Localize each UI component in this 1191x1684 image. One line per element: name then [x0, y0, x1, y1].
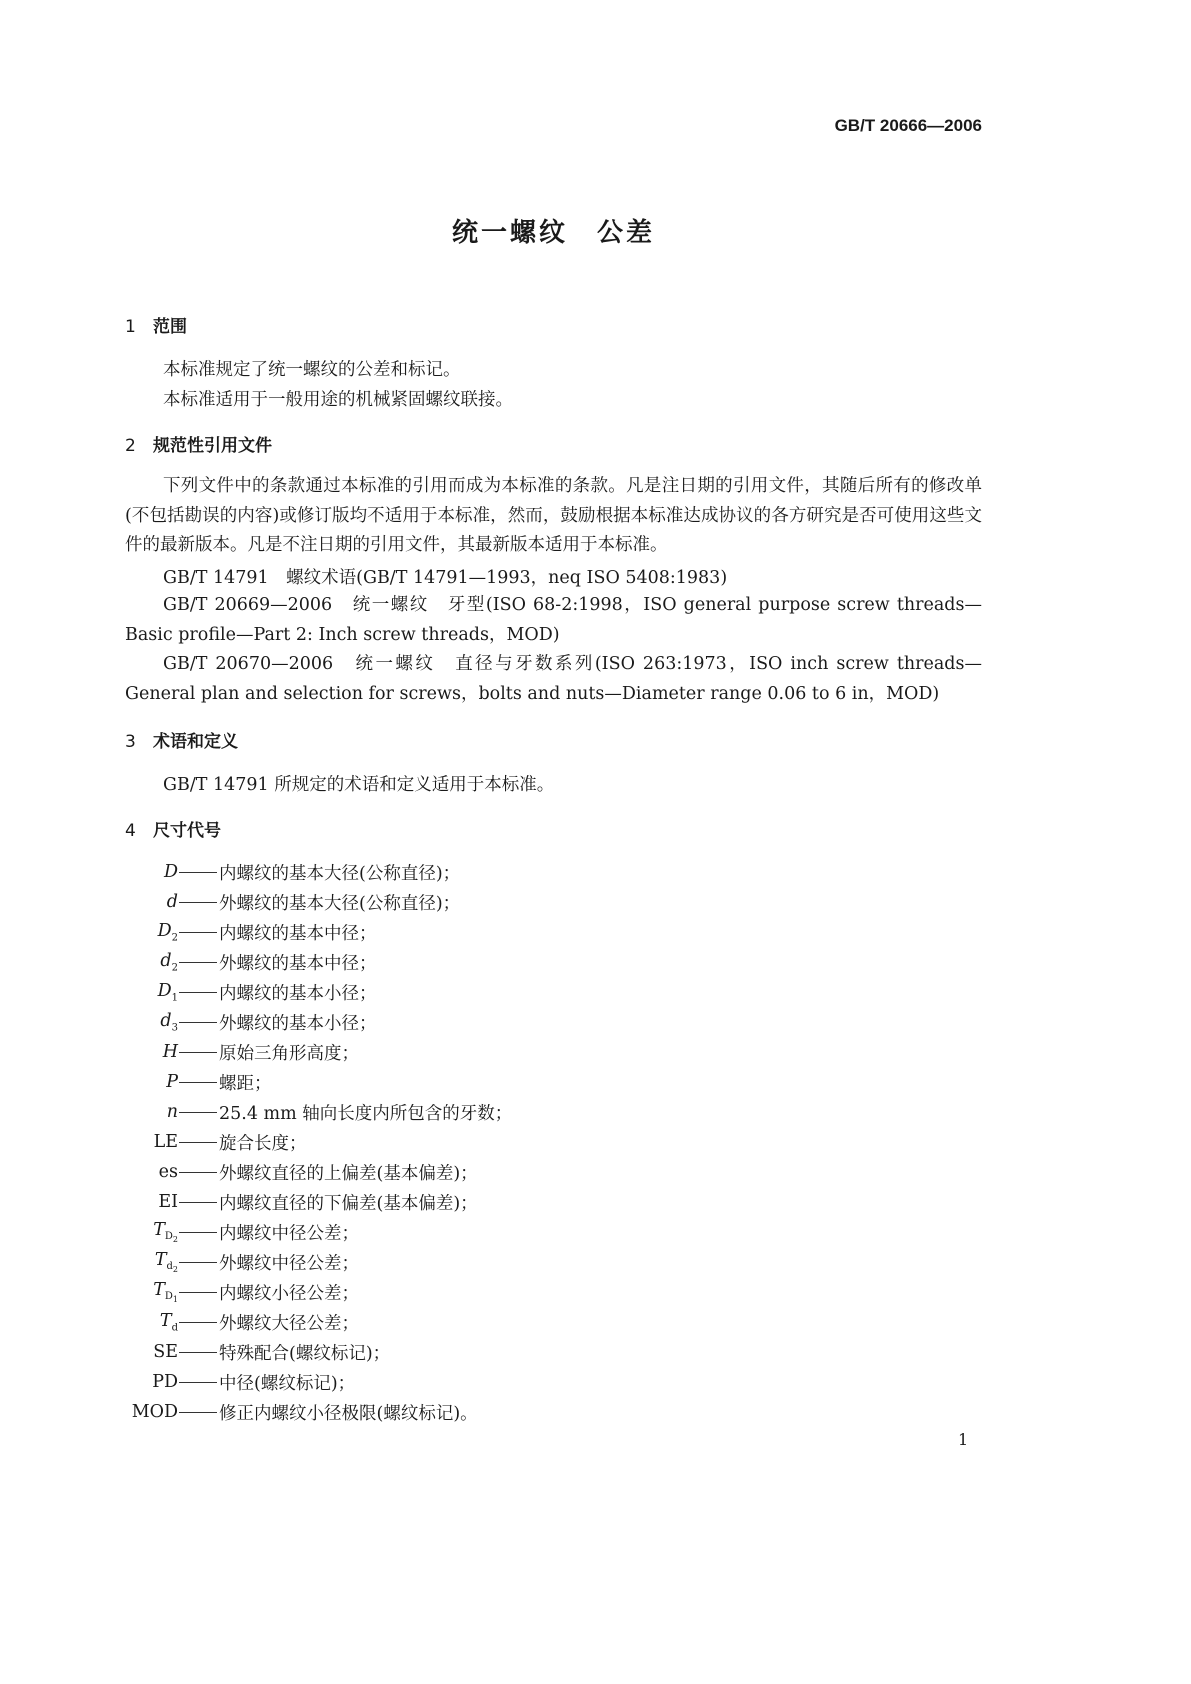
subscript-text: 2	[171, 932, 178, 944]
em-dash	[179, 1172, 217, 1173]
subscript-text: D	[164, 1291, 173, 1303]
symbol-subscript	[172, 1022, 178, 1033]
symbol-item	[125, 1247, 512, 1277]
symbol	[125, 951, 178, 974]
symbol	[125, 1372, 178, 1392]
symbol-description: 外螺纹的基本大径(公称直径)；	[219, 893, 461, 914]
em-dash	[179, 902, 217, 903]
em-dash	[179, 872, 217, 873]
subscript-index: 1	[172, 1295, 178, 1305]
symbol-item	[125, 1397, 512, 1427]
symbol-letter: D	[157, 980, 172, 1001]
em-dash	[179, 992, 217, 993]
symbol-list	[125, 857, 512, 1427]
symbol-description: 外螺纹中径公差；	[219, 1253, 359, 1274]
section-heading-scope	[125, 312, 187, 337]
symbol-letter: LE	[153, 1132, 178, 1153]
symbol-description: 外螺纹的基本小径；	[219, 1013, 377, 1034]
symbol-description: 内螺纹的基本小径；	[219, 983, 377, 1004]
symbol-letter: MOD	[131, 1402, 178, 1423]
symbol-letter: H	[162, 1042, 178, 1063]
em-dash	[179, 1142, 217, 1143]
subscript-text: 3	[171, 1022, 178, 1034]
em-dash	[179, 1022, 217, 1023]
symbol-item	[125, 917, 512, 947]
symbol	[125, 1250, 178, 1275]
section-title: 尺寸代号	[153, 821, 221, 841]
section-title: 术语和定义	[153, 732, 238, 752]
symbol-description: 内螺纹直径的下偏差(基本偏差)；	[219, 1193, 478, 1214]
symbol-description: 旋合长度；	[219, 1133, 307, 1154]
symbol-letter: T	[153, 1279, 165, 1300]
symbol-letter: es	[158, 1162, 178, 1183]
symbol-letter: d	[160, 950, 172, 971]
symbol-item	[125, 1097, 512, 1127]
reference-item: GB/T 20670—2006 统一螺纹 直径与牙数系列(ISO 263:1973，ISO inch screw threads—General plan and selection for screws，bolts and nuts—Diameter range 0.06 to 6 in，MOD)	[125, 654, 982, 704]
symbol-subscript	[172, 932, 178, 943]
em-dash	[179, 1382, 217, 1383]
em-dash	[179, 1262, 217, 1263]
symbol	[125, 1192, 178, 1212]
symbol	[125, 1132, 178, 1152]
symbol-item	[125, 1127, 512, 1157]
em-dash	[179, 1292, 217, 1293]
symbol	[125, 862, 178, 882]
symbol-subscript	[172, 962, 178, 973]
symbol-item	[125, 857, 512, 887]
em-dash	[179, 1232, 217, 1233]
symbol-description: 特殊配合(螺纹标记)；	[219, 1343, 391, 1364]
symbol-letter: EI	[158, 1192, 178, 1213]
subscript-text: d	[171, 1322, 178, 1334]
em-dash	[179, 1052, 217, 1053]
reference-item: GB/T 20669—2006 统一螺纹 牙型(ISO 68-2:1998，ISO general purpose screw threads—Basic profile—Part 2: Inch screw threads，MOD)	[125, 595, 982, 645]
section-heading-normative-references	[125, 431, 272, 456]
symbol	[125, 1342, 178, 1362]
symbol-subscript	[172, 1322, 178, 1333]
em-dash	[179, 1202, 217, 1203]
em-dash	[179, 1112, 217, 1113]
symbol-description: 内螺纹小径公差；	[219, 1283, 359, 1304]
standard-number: GB/T 20666—2006	[834, 116, 982, 135]
symbol	[125, 1042, 178, 1062]
section-number: 1	[125, 317, 136, 337]
section-number: 2	[125, 436, 136, 456]
paragraph: 本标准规定了统一螺纹的公差和标记。	[163, 360, 461, 380]
symbol-letter: T	[153, 1219, 165, 1240]
symbol	[125, 1102, 178, 1122]
symbol	[125, 1072, 178, 1092]
symbol-description: 修正内螺纹小径极限(螺纹标记)。	[219, 1403, 478, 1424]
symbol-description: 原始三角形高度；	[219, 1043, 359, 1064]
document-title: 统一螺纹 公差	[451, 218, 655, 248]
symbol-description: 螺距；	[219, 1073, 272, 1094]
symbol	[125, 1280, 178, 1305]
page-number: 1	[958, 1430, 969, 1449]
symbol-letter: P	[166, 1072, 178, 1093]
symbol-item	[125, 1067, 512, 1097]
em-dash	[179, 1412, 217, 1413]
symbol	[125, 1311, 178, 1334]
symbol-subscript	[164, 1231, 178, 1245]
symbol-subscript	[164, 1291, 178, 1305]
paragraph: 本标准适用于一般用途的机械紧固螺纹联接。	[163, 390, 513, 410]
symbol-letter: n	[166, 1102, 178, 1123]
symbol-item	[125, 1157, 512, 1187]
symbol-letter: D	[163, 862, 178, 882]
symbol	[125, 1011, 178, 1034]
symbol-description: 内螺纹中径公差；	[219, 1223, 359, 1244]
section-heading-symbols	[125, 816, 221, 841]
symbol-item	[125, 1337, 512, 1367]
em-dash	[179, 932, 217, 933]
symbol-item	[125, 977, 512, 1007]
symbol-item	[125, 947, 512, 977]
symbol-description: 外螺纹的基本中径；	[219, 953, 377, 974]
symbol-letter: SE	[153, 1342, 178, 1363]
symbol-subscript	[172, 992, 178, 1003]
symbol	[125, 1220, 178, 1245]
symbol-item	[125, 1277, 512, 1307]
section-heading-terms	[125, 727, 238, 752]
symbol-letter: T	[159, 1310, 172, 1331]
symbol-item	[125, 1367, 512, 1397]
symbol-subscript	[166, 1261, 179, 1275]
symbol-description: 25.4 mm 轴向长度内所包含的牙数；	[219, 1103, 513, 1124]
subscript-index: 2	[172, 1265, 178, 1275]
symbol-description: 外螺纹大径公差；	[219, 1313, 359, 1334]
em-dash	[179, 1352, 217, 1353]
symbol-description: 中径(螺纹标记)；	[219, 1373, 356, 1394]
subscript-text: 1	[171, 992, 178, 1004]
symbol	[125, 1402, 178, 1422]
symbol-item	[125, 1217, 512, 1247]
subscript-index: 2	[172, 1235, 178, 1245]
section-number: 4	[125, 821, 136, 841]
symbol-item	[125, 1037, 512, 1067]
symbol-description: 外螺纹直径的上偏差(基本偏差)；	[219, 1163, 478, 1184]
symbol-letter: T	[154, 1249, 167, 1270]
symbol-item	[125, 887, 512, 917]
symbol-item	[125, 1307, 512, 1337]
symbol	[125, 921, 178, 944]
symbol-description: 内螺纹的基本大径(公称直径)；	[219, 863, 461, 884]
paragraph: 下列文件中的条款通过本标准的引用而成为本标准的条款。凡是注日期的引用文件，其随后所有的修改单(不包括勘误的内容)或修订版均不适用于本标准，然而，鼓励根据本标准达成协议的各方研究是否可使用这些文件的最新版本。凡是不注日期的引用文件，其最新版本适用于本标准。	[125, 476, 982, 556]
symbol-item	[125, 1187, 512, 1217]
symbol-letter: d	[166, 892, 178, 913]
subscript-text: d	[166, 1261, 173, 1273]
em-dash	[179, 1322, 217, 1323]
section-title: 范围	[153, 317, 187, 337]
subscript-text: D	[164, 1231, 173, 1243]
symbol	[125, 1162, 178, 1182]
symbol-item	[125, 1007, 512, 1037]
section-title: 规范性引用文件	[153, 436, 272, 456]
section-number: 3	[125, 732, 136, 752]
em-dash	[179, 1082, 217, 1083]
subscript-text: 2	[171, 962, 178, 974]
symbol	[125, 981, 178, 1004]
reference-item: GB/T 14791 螺纹术语(GB/T 14791—1993，neq ISO 5408:1983)	[163, 568, 728, 588]
symbol-letter: PD	[152, 1372, 178, 1393]
symbol-description: 内螺纹的基本中径；	[219, 923, 377, 944]
symbol-letter: d	[160, 1010, 172, 1031]
em-dash	[179, 962, 217, 963]
symbol	[125, 892, 178, 912]
paragraph: GB/T 14791 所规定的术语和定义适用于本标准。	[163, 775, 555, 795]
symbol-letter: D	[157, 920, 172, 941]
